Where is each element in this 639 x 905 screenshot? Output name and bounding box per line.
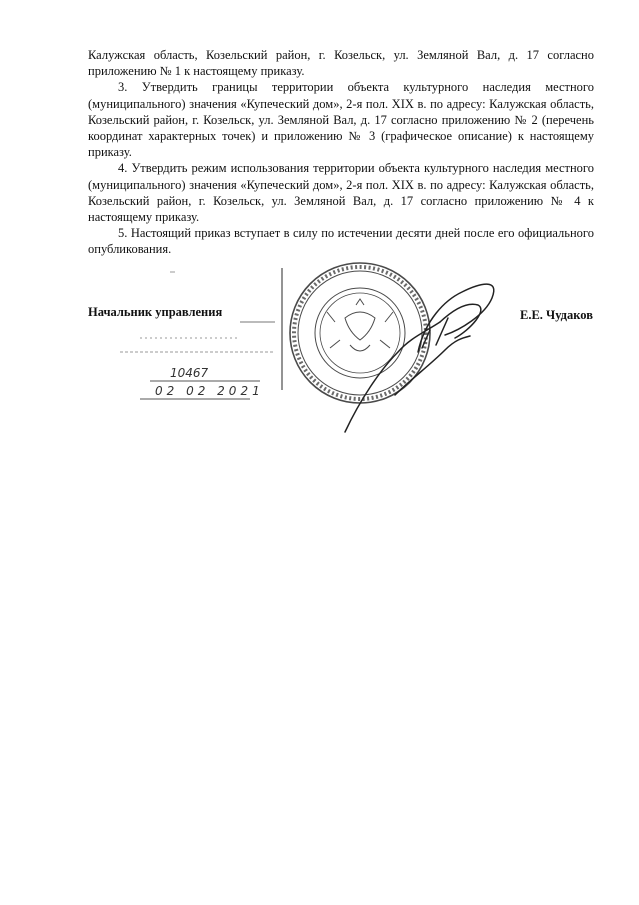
registration-number: 10467: [170, 366, 209, 380]
paragraph-5: 5. Настоящий приказ вступает в силу по истечении десяти дней после его официального опубликования.: [88, 226, 594, 257]
signatory-title: Начальник управления: [88, 305, 223, 319]
round-seal: [290, 263, 430, 403]
handwritten-signature: [345, 284, 494, 432]
paragraph-3: 3. Утвердить границы территории объекта культурного наследия местного (муниципального) значения «Купеческий дом», 2-я пол. XIX в. по адресу: Калужская область, Козельский район, г. Козельск, ул. Земляной Вал, д. 17 согласно приложению № 2 (перечень координат характерных точек) и приложению № 3 (графическое описание) к настоящему приказу.: [88, 80, 594, 160]
signatory-name: Е.Е. Чудаков: [520, 308, 593, 322]
paragraph-4: 4. Утвердить режим использования территории объекта культурного наследия местного (муниципального) значения «Купеческий дом», 2-я пол. XIX в. по адресу: Калужская область, Козельский район, г. Козельск, ул. Земляной Вал, д. 17 согласно приложению № 4 к настоящему приказу.: [88, 161, 594, 225]
document-body: [88, 47, 594, 258]
paragraph-address: Калужская область, Козельский район, г. Козельск, ул. Земляной Вал, д. 17 согласно приложению № 1 к настоящему приказу.: [88, 48, 594, 79]
registration-date: 02 02 2021: [155, 384, 264, 398]
